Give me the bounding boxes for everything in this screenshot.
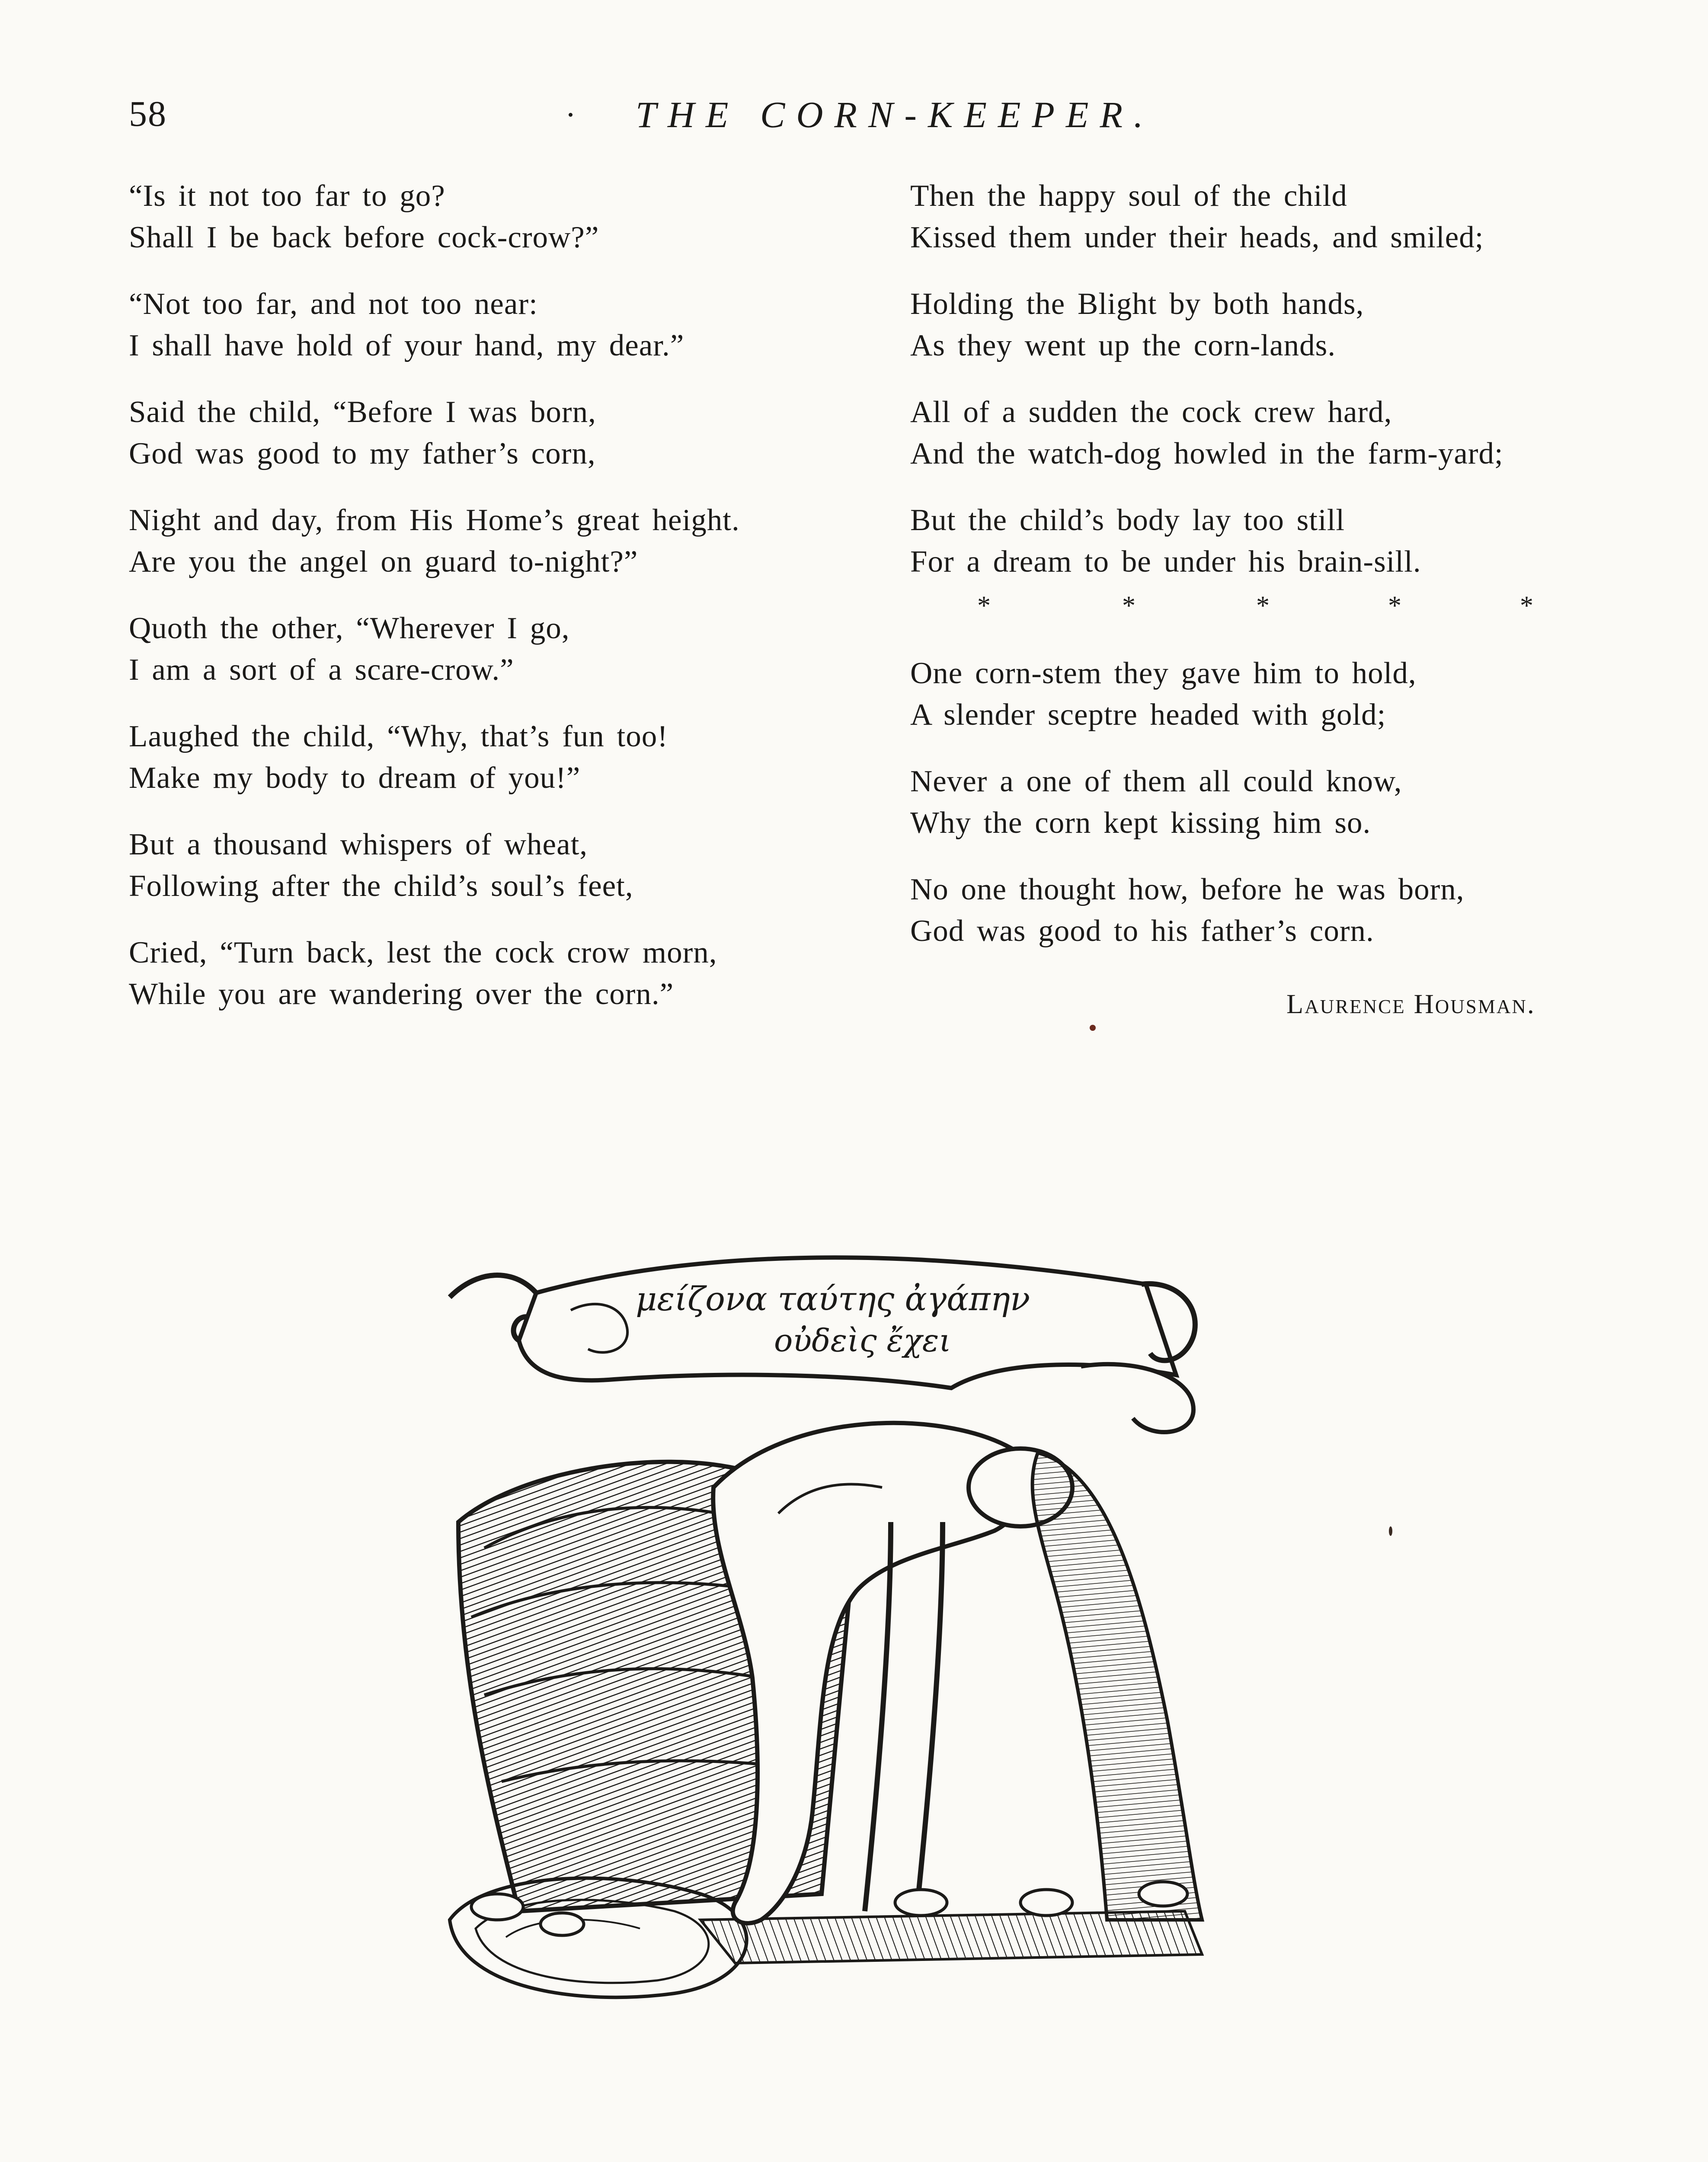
stanza <box>910 283 1619 366</box>
woodcut-illustration <box>432 1245 1263 2019</box>
stanza <box>129 499 899 582</box>
motto-line-2: οὐδεὶς ἔχει <box>774 1322 951 1359</box>
poem-line: Shall I be back before cock-crow?” <box>129 221 599 254</box>
stanza <box>910 652 1619 736</box>
poem-line: And the watch-dog howled in the farm-yard; <box>910 437 1503 470</box>
asterisk: * <box>1122 591 1135 620</box>
motto-banner <box>450 1257 1195 1432</box>
ink-speck <box>1090 1025 1096 1031</box>
stanza <box>129 175 899 258</box>
poem-line: Are you the angel on guard to-night?” <box>129 545 638 579</box>
poem-line: All of a sudden the cock crew hard, <box>910 395 1392 429</box>
poem-line: No one thought how, before he was born, <box>910 873 1465 906</box>
poem-line: Make my body to dream of you!” <box>129 761 581 795</box>
poem-line: A slender sceptre headed with gold; <box>910 698 1386 732</box>
stanza <box>129 608 899 691</box>
page-number: 58 <box>129 94 167 134</box>
poem-line: Why the corn kept kissing him so. <box>910 806 1371 840</box>
ink-speck <box>1389 1526 1392 1536</box>
poem-line: One corn-stem they gave him to hold, <box>910 656 1417 690</box>
stanza <box>129 391 899 474</box>
poem-line: I am a sort of a scare-crow.” <box>129 653 514 687</box>
stanza <box>910 869 1619 952</box>
stanza <box>910 391 1619 474</box>
stanza <box>910 175 1619 258</box>
poem-line: Said the child, “Before I was born, <box>129 395 596 429</box>
poem-line: Never a one of them all could know, <box>910 764 1402 798</box>
stanza <box>129 716 899 799</box>
motto-line-1: μείζονα ταύτης ἀγάπην <box>636 1279 1030 1318</box>
illustration-svg <box>432 1245 1263 2019</box>
poem-line: But a thousand whispers of wheat, <box>129 828 588 861</box>
poem-line: While you are wandering over the corn.” <box>129 977 674 1011</box>
poem-line: God was good to my father’s corn, <box>129 437 596 470</box>
poem-line: “Is it not too far to go? <box>129 179 445 213</box>
poem-line: Cried, “Turn back, lest the cock crow morn, <box>129 936 717 969</box>
poem-line: Quoth the other, “Wherever I go, <box>129 611 570 645</box>
poem-line: “Not too far, and not too near: <box>129 287 538 321</box>
poem-line: For a dream to be under his brain-sill. <box>910 545 1421 579</box>
stanza <box>129 283 899 366</box>
bending-figure <box>713 1423 1072 1923</box>
header-dot <box>569 113 573 117</box>
asterisk: * <box>1520 591 1533 620</box>
flowing-hair <box>1033 1453 1202 1920</box>
stanza <box>129 824 899 907</box>
page-header <box>0 93 1708 141</box>
poem-line: Following after the child’s soul’s feet, <box>129 869 633 903</box>
poem-line: God was good to his father’s corn. <box>910 914 1374 948</box>
poem-line: Kissed them under their heads, and smiled; <box>910 221 1484 254</box>
poem-line: I shall have hold of your hand, my dear.” <box>129 329 684 362</box>
stanza <box>910 499 1619 582</box>
stanza <box>129 932 899 1015</box>
section-break <box>910 588 1619 640</box>
poem-line: Then the happy soul of the child <box>910 179 1347 213</box>
poem-line: Laughed the child, “Why, that’s fun too! <box>129 720 668 753</box>
asterisk: * <box>1388 591 1401 620</box>
running-title: THE CORN-KEEPER. <box>636 94 1155 135</box>
stanza <box>910 761 1619 844</box>
poem-line: But the child’s body lay too still <box>910 503 1345 537</box>
poem-right-column <box>910 175 1619 977</box>
poem-left-column <box>129 175 899 1040</box>
asterisk: * <box>977 591 991 620</box>
author-signature: Laurence Housman. <box>1286 988 1535 1019</box>
asterisk: * <box>1256 591 1270 620</box>
poem-line: As they went up the corn-lands. <box>910 329 1336 362</box>
poem-line: Holding the Blight by both hands, <box>910 287 1364 321</box>
poem-line: Night and day, from His Home’s great height. <box>129 503 740 537</box>
